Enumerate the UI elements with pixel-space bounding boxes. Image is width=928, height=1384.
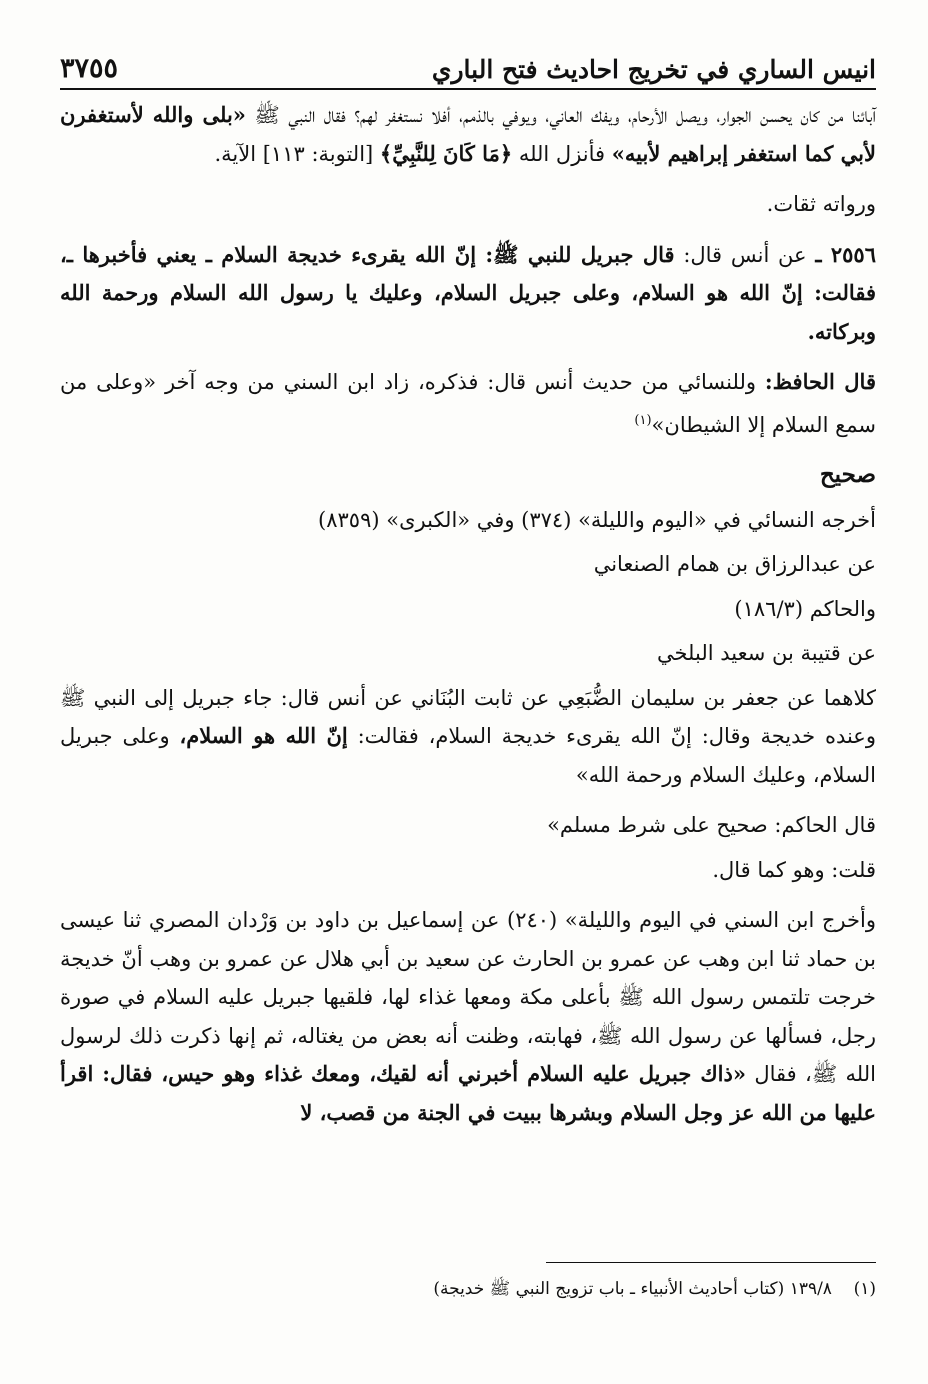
takhrij-line-3: والحاكم (١٨٦/٣) xyxy=(734,596,876,621)
takhrij-line-1: أخرجه النسائي في «اليوم والليلة» (٣٧٤) وفي «الكبرى» (٨٣٥٩) xyxy=(318,507,876,532)
author-comment: قلت: وهو كما قال. xyxy=(712,857,876,882)
text-run: فأنزل الله xyxy=(512,141,612,166)
footnote-text: ١٣٩/٨ (كتاب أحاديث الأنبياء ـ باب تزويج النبي ﷺ خديجة) xyxy=(433,1279,832,1299)
paragraph-2: ورواته ثقات. xyxy=(766,192,876,216)
hafiz-label: قال الحافظ: xyxy=(764,369,876,394)
hadith-quote: «بلى والله لأستغفرن لأبي كما استغفر إبراهيم لأبيه» xyxy=(60,102,876,166)
paragraph-ibn-sunni xyxy=(60,901,876,1132)
hadith-2556 xyxy=(60,236,876,352)
takhrij-line-2: عن عبدالرزاق بن همام الصنعاني xyxy=(593,552,876,576)
hakim-verdict: قال الحاكم: صحيح على شرط مسلم» xyxy=(547,813,876,837)
text-run: [التوبة: ١١٣] الآية. xyxy=(214,141,380,166)
text-run: وأخرج ابن السني في اليوم والليلة» (٢٤٠) عن إسماعيل بن داود بن وَرْدان المصري ثنا عيسى بن حماد ثنا ابن وهب عن عمرو بن الحارث عن سعيد بن أبي هلال عن عمرو بن وهب أنّ خديجة خرجت تلتمس رسول الله ﷺ بأعلى مكة ومعها غذاء لها، فلقيها جبريل عليه السلام في صورة رجل، فسألها عن رسول الله ﷺ، فهابته، وظنت أنه بعض من يغتاله، ثم إنها ذكرت ذلك لرسول الله ﷺ، فقال xyxy=(60,908,876,1086)
text-run: وعلى جبريل السلام، وعليك السلام ورحمة الله» xyxy=(60,724,876,787)
takhrij-line-4: عن قتيبة بن سعيد البلخي xyxy=(656,641,876,665)
grading-heading: صحيح xyxy=(819,461,876,488)
footnote-marker: (١) xyxy=(634,412,652,428)
footnote-divider xyxy=(546,1262,876,1263)
footnote xyxy=(60,1274,876,1304)
text-run: كلاهما عن جعفر بن سليمان الضُّبَعِي عن ثابت البُنَاني عن أنس قال: جاء جبريل إلى النبي ﷺ وعنده خديجة وقال: إنّ الله يقرىء خديجة السلام، فقالت: xyxy=(60,685,876,748)
book-title: انيس الساري في تخريج احاديث فتح الباري xyxy=(431,55,876,84)
paragraph-chain xyxy=(60,679,876,795)
hadith-matn: إنّ الله هو السلام، xyxy=(179,723,348,748)
running-header xyxy=(60,40,876,90)
hadith-matn: «ذاك جبريل عليه السلام أخبرني أنه لقيك، ومعك غذاء وهو حيس، فقال: اقرأ عليها من الله عز وجل السلام وبشرها ببيت في الجنة من قصب، لا xyxy=(60,1061,876,1125)
hadith-number: ٢٥٥٦ ـ xyxy=(815,241,876,267)
main-text xyxy=(60,96,876,1144)
paragraph-1 xyxy=(60,96,876,173)
footnote-number: (١) xyxy=(853,1279,876,1299)
hafiz-note xyxy=(60,363,876,444)
hadith-matn: قال جبريل للنبي ﷺ: إنّ الله يقرىء خديجة السلام ـ يعني فأخبرها ـ، فقالت: إنّ الله هو السلام، وعلى جبريل السلام، وعليك يا رسول الله السلام ورحمة الله وبركاته. xyxy=(60,241,876,344)
text-run: عن أنس قال: xyxy=(674,242,816,267)
text-run: وللنسائي من حديث أنس قال: فذكره، زاد ابن السني من وجه آخر «وعلى من سمع السلام إلا الشيطان» xyxy=(60,370,876,437)
page-number: ٣٧٥٥ xyxy=(60,53,119,84)
text-run: آبائنا من كان يحسن الجوار، ويصل الأرحام، ويفك العاني، ويوفي بالذمم، أفلا نستغفر لهم؟ فقال النبي ﷺ xyxy=(245,103,876,127)
quran-quote: ﴿مَا كَانَ لِلنَّبِيِّ﴾ xyxy=(379,140,513,166)
